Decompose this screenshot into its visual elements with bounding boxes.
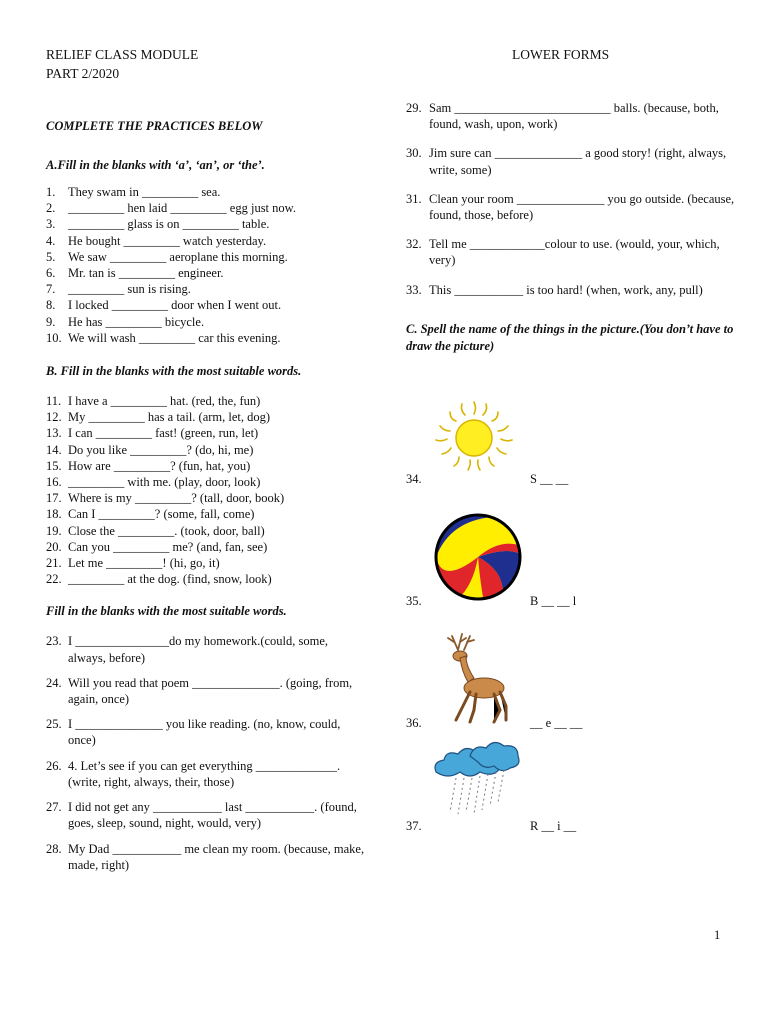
section-c-title: C. Spell the name of the things in the picture.(You don’t have to draw the picture) bbox=[406, 321, 734, 353]
spelling-blank: __ e __ __ bbox=[530, 716, 583, 730]
module-part: PART 2/2020 bbox=[46, 66, 120, 81]
list-item: 33. This ___________ is too hard! (when, work, any, pull) bbox=[406, 282, 703, 297]
item-number: 36. bbox=[406, 716, 422, 730]
list-item: 25. I ______________ you like reading. (no, know, could, once) bbox=[46, 717, 341, 748]
section-b-list bbox=[46, 393, 366, 587]
section-b-title: B. Fill in the blanks with the most suitable words. bbox=[46, 364, 302, 379]
list-item: 32. Tell me ____________colour to use. (would, your, which, very) bbox=[406, 237, 720, 268]
list-item: 10. We will wash _________ car this evening. bbox=[46, 330, 281, 345]
list-item: 11. I have a _________ hat. (red, the, fun) bbox=[46, 394, 261, 409]
list-item: 15. How are _________? (fun, hat, you) bbox=[46, 458, 251, 473]
section-a-title: A.Fill in the blanks with ‘a’, ‘an’, or ‘the’. bbox=[46, 158, 265, 172]
list-item: 7. _________ sun is rising. bbox=[46, 282, 191, 297]
list-item: 27. I did not get any ___________ last ___________. (found, goes, sleep, sound, night, would, very) bbox=[46, 800, 357, 831]
list-item: 20. Can you _________ me? (and, fan, see) bbox=[46, 539, 268, 554]
item-number: 35. bbox=[406, 594, 422, 608]
list-item: 30. Jim sure can ______________ a good story! (right, always, write, some) bbox=[406, 146, 727, 177]
list-item: 8. I locked _________ door when I went out. bbox=[46, 298, 282, 313]
spelling-blank: S __ __ bbox=[530, 472, 569, 486]
spelling-blank: B __ __ l bbox=[530, 594, 577, 608]
list-item: 2. _________ hen laid _________ egg just now. bbox=[46, 201, 296, 216]
list-item: 3. _________ glass is on _________ table. bbox=[46, 217, 270, 232]
list-item: 29. Sam _________________________ balls. (because, both, found, wash, upon, work) bbox=[406, 101, 719, 132]
list-item: 21. Let me _________! (hi, go, it) bbox=[46, 556, 220, 571]
list-item: 18. Can I _________? (some, fall, come) bbox=[46, 507, 255, 522]
list-item: 23. I _______________do my homework.(could, some, always, before) bbox=[46, 634, 329, 665]
beach-ball-icon bbox=[432, 511, 524, 603]
page-number: 1 bbox=[714, 928, 721, 942]
rain-cloud-icon bbox=[430, 734, 524, 816]
list-item: 22. _________ at the dog. (find, snow, look) bbox=[46, 572, 272, 587]
list-item: 5. We saw _________ aeroplane this morning. bbox=[46, 249, 288, 264]
list-item: 6. Mr. tan is _________ engineer. bbox=[46, 266, 224, 281]
list-item: 19. Close the _________. (took, door, ball) bbox=[46, 523, 265, 538]
item-number: 37. bbox=[406, 819, 422, 833]
list-item: 1. They swam in _________ sea. bbox=[46, 185, 221, 199]
section-b2-title: Fill in the blanks with the most suitable words. bbox=[46, 604, 287, 619]
list-item: 17. Where is my _________? (tall, door, book) bbox=[46, 491, 285, 506]
module-title: RELIEF CLASS MODULE bbox=[46, 47, 199, 62]
list-item: 13. I can _________ fast! (green, run, let) bbox=[46, 426, 259, 441]
intro-heading: COMPLETE THE PRACTICES BELOW bbox=[46, 119, 263, 133]
list-item: 31. Clean your room ______________ you go outside. (because, found, those, before) bbox=[406, 191, 735, 223]
list-item: 28. My Dad ___________ me clean my room. (because, make, made, right) bbox=[46, 841, 365, 872]
right-column bbox=[406, 100, 746, 355]
list-item: 26. 4. Let’s see if you can get everything _____________. (write, right, always, their, those) bbox=[46, 758, 341, 789]
section-b2-list bbox=[46, 633, 366, 872]
left-column bbox=[46, 118, 366, 873]
item-number: 34. bbox=[406, 472, 422, 486]
list-item: 4. He bought _________ watch yesterday. bbox=[46, 233, 267, 248]
spelling-blank: R __ i __ bbox=[530, 819, 577, 833]
list-item: 14. Do you like _________? (do, hi, me) bbox=[46, 442, 254, 457]
list-item: 12. My _________ has a tail. (arm, let, dog) bbox=[46, 410, 271, 425]
form-level: LOWER FORMS bbox=[512, 47, 610, 62]
list-item: 24. Will you read that poem ______________. (going, from, again, once) bbox=[46, 675, 353, 707]
sun-icon bbox=[428, 396, 520, 476]
list-item: 9. He has _________ bicycle. bbox=[46, 314, 205, 329]
section-a-list bbox=[46, 184, 366, 346]
deer-icon bbox=[444, 630, 510, 726]
list-item: 16. _________ with me. (play, door, look) bbox=[46, 475, 261, 490]
